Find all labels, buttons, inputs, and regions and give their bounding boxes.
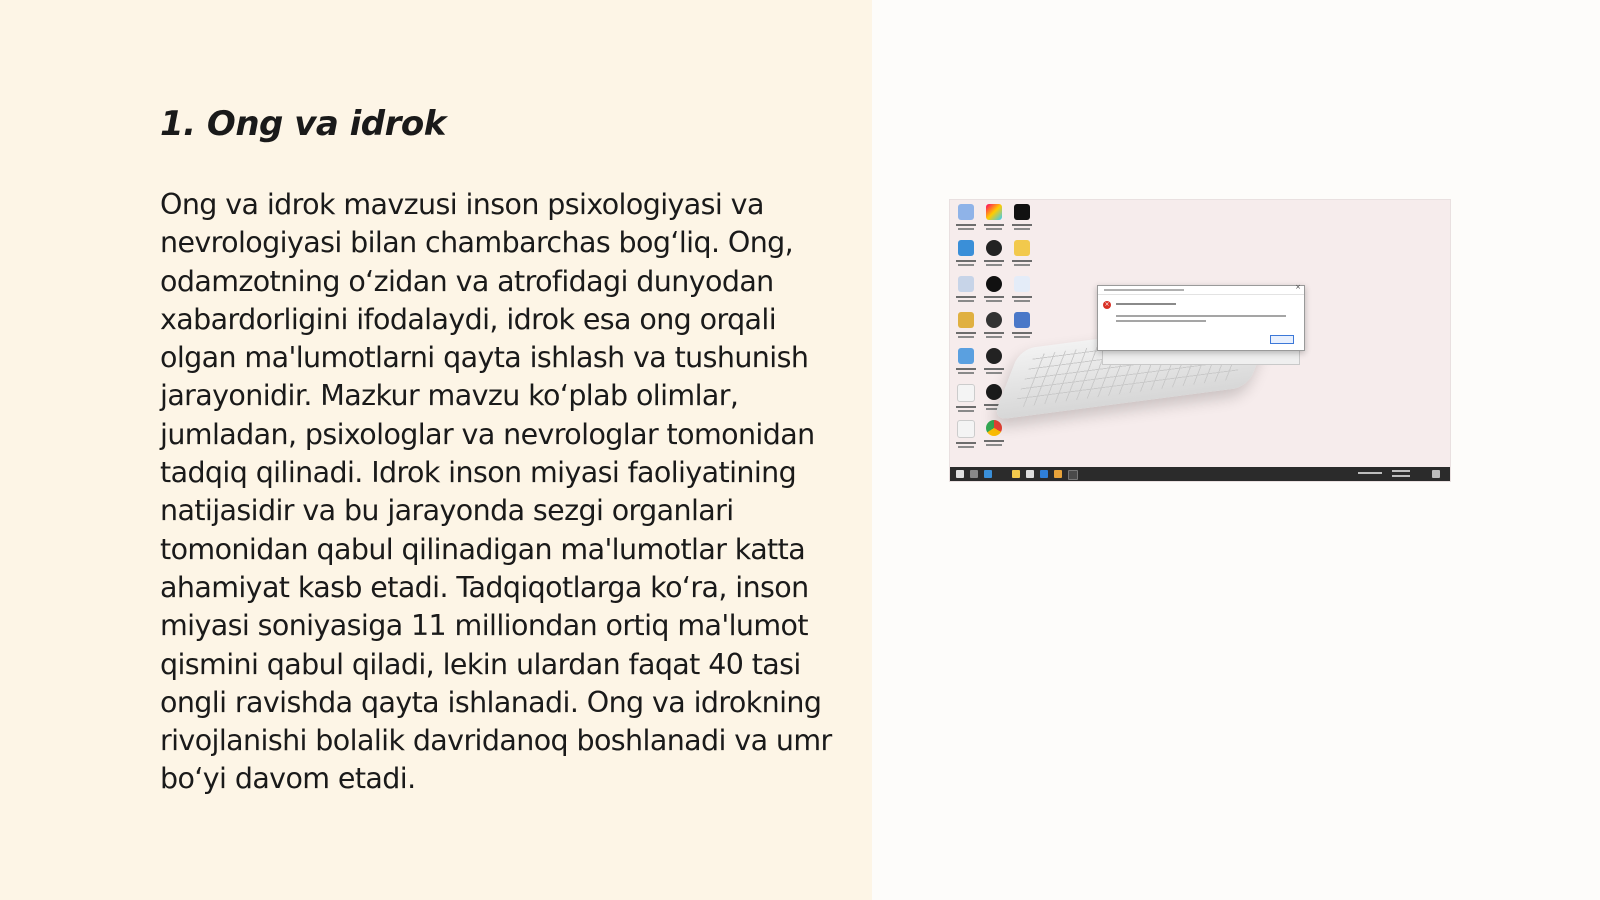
error-icon: × <box>1104 301 1110 308</box>
edge-icon <box>984 470 992 478</box>
store-icon <box>1026 470 1034 478</box>
error-dialog <box>1097 285 1305 351</box>
file-icon <box>954 418 978 452</box>
ok-button <box>1270 335 1294 344</box>
recycle-bin-icon <box>954 202 978 236</box>
chrome-icon <box>982 418 1006 452</box>
notification-icon <box>1432 470 1440 478</box>
slide-title: 1. Ong va idrok <box>160 104 446 144</box>
background-window <box>1102 349 1300 365</box>
document-icon <box>1010 274 1034 308</box>
chrome-icon <box>1054 470 1062 478</box>
github-icon <box>982 274 1006 308</box>
app-icon <box>982 310 1006 344</box>
folder-icon <box>954 238 978 272</box>
taskbar <box>950 467 1450 481</box>
file-icon <box>954 382 978 416</box>
settings-icon <box>954 274 978 308</box>
desktop-screenshot-image <box>950 200 1450 481</box>
slide-body-text: Ong va idrok mavzusi inson psixologiyasi va nevrologiyasi bilan chambarchas bog‘liq. Ong, odamzotning o‘zidan va atrofidagi dunyodan xabardorligini ifodalaydi, idrok esa ong orqali olgan ma'lumotlarni qayta ishlash va tushunish jarayonidir. Mazkur mavzu ko‘plab olimlar, jumladan, psixologlar va nevrologlar tomonidan tadqiq qilinadi. Idrok inson miyasi faoliyatining natijasidir va bu jarayonda sezgi organlari tomonidan qabul qilinadigan ma'lumotlar katta ahamiyat kasb etadi. Tadqiqotlarga ko‘ra, inson miyasi soniyasiga 11 milliondan ortiq ma'lumot qismini qabul qiladi, lekin ulardan faqat 40 tasi ongli ravishda qayta ishlanadi. Ong va idrokning rivojlanishi bolalik davridanoq boshlanadi va umr bo‘yi davom etadi. <box>160 188 832 796</box>
app-icon <box>982 202 1006 236</box>
folder-icon <box>1012 470 1020 478</box>
folder-icon <box>1010 238 1034 272</box>
openai-icon <box>982 238 1006 272</box>
openai-icon <box>982 346 1006 380</box>
mail-icon <box>1040 470 1048 478</box>
terminal-icon <box>1068 470 1078 480</box>
pycharm-icon <box>1010 202 1034 236</box>
save-icon <box>1010 310 1034 344</box>
windows-icon <box>956 470 964 478</box>
user-icon <box>954 310 978 344</box>
search-icon <box>970 470 978 478</box>
monitor-icon <box>954 346 978 380</box>
close-icon: × <box>1295 283 1301 291</box>
